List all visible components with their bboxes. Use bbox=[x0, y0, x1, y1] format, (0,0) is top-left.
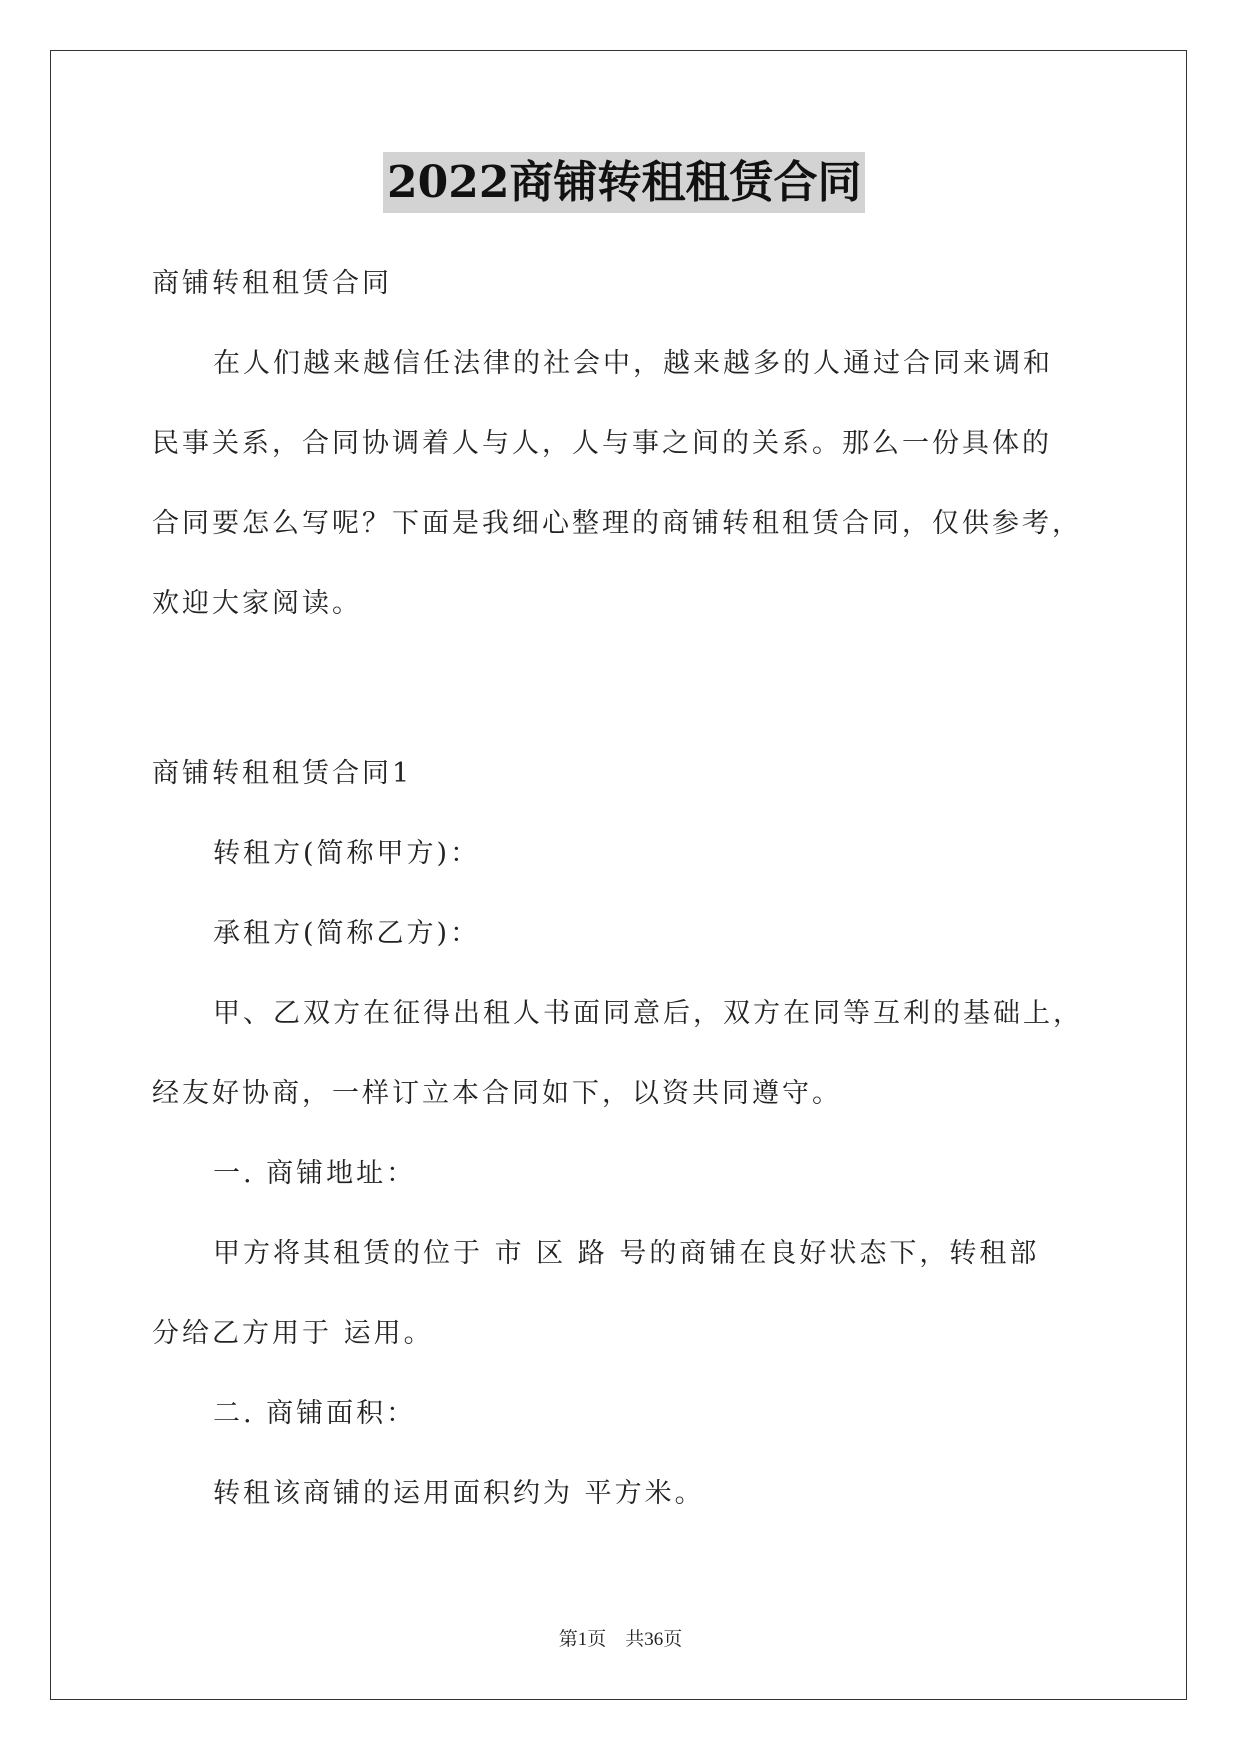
body-line: 民事关系，合同协调着人与人，人与事之间的关系。那么一份具体的 bbox=[152, 428, 1052, 459]
section-heading: 商铺转租租赁合同1 bbox=[152, 758, 413, 789]
body-line: 分给乙方用于 运用。 bbox=[152, 1318, 434, 1349]
body-line: 承租方(简称乙方)： bbox=[213, 918, 481, 949]
page-number: 第1页 bbox=[558, 1629, 607, 1650]
body-line: 经友好协商，一样订立本合同如下，以资共同遵守。 bbox=[152, 1078, 842, 1109]
body-line: 合同要怎么写呢？下面是我细心整理的商铺转租租赁合同，仅供参考， bbox=[152, 508, 1082, 539]
document-title: 2022商铺转租租赁合同 bbox=[383, 152, 865, 213]
clause-heading: 二. 商铺面积： bbox=[213, 1398, 417, 1429]
subtitle-line: 商铺转租租赁合同 bbox=[152, 268, 392, 299]
body-line: 转租该商铺的运用面积约为 平方米。 bbox=[213, 1478, 705, 1509]
body-line: 转租方(简称甲方)： bbox=[213, 838, 481, 869]
body-line: 在人们越来越信任法律的社会中，越来越多的人通过合同来调和 bbox=[213, 348, 1053, 379]
body-line: 甲、乙双方在征得出租人书面同意后，双方在同等互利的基础上， bbox=[213, 998, 1083, 1029]
body-line: 欢迎大家阅读。 bbox=[152, 588, 362, 619]
clause-heading: 一. 商铺地址： bbox=[213, 1158, 417, 1189]
page-total: 共36页 bbox=[625, 1629, 683, 1650]
body-line: 甲方将其租赁的位于 市 区 路 号的商铺在良好状态下，转租部 bbox=[213, 1238, 1040, 1269]
page-footer bbox=[0, 1624, 1241, 1651]
